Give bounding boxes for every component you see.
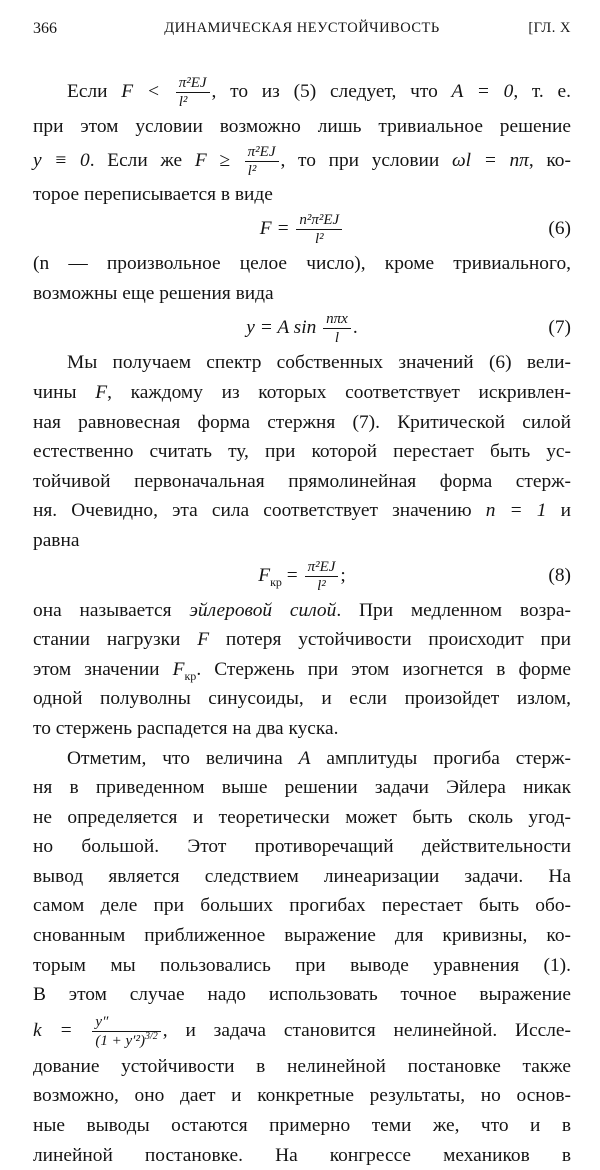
text-line: возможны еще решения вида xyxy=(33,282,274,304)
fraction: $\frac{\text{π²EJ}}{\text{l²}}$ xyxy=(176,75,210,110)
text-line: возможно, оно дает и конкретные результаты, но основ- xyxy=(33,1085,571,1107)
chapter-label: [ГЛ. X xyxy=(528,20,571,36)
text-line: самом деле при больших прогибах перестает быть обо- xyxy=(33,895,571,917)
text-line: y ≡ 0. Если же F ≥ $\frac{\text{π²EJ}}{\text{l²}}$ , то при условии ωl = nπ, ко- xyxy=(33,143,571,179)
text-line: (n — произвольное целое число), кроме тривиального, xyxy=(33,253,571,275)
text-line: Отметим, что величина A амплитуды прогиба стерж- xyxy=(67,747,571,769)
text-line: естественно считать ту, при которой перестает быть ус- xyxy=(33,441,571,463)
text-line: но большой. Этот противоречащий действительности xyxy=(33,836,571,858)
fraction: $\frac{\text{n²π²EJ}}{\text{l²}}$ xyxy=(296,212,342,247)
text-line: Мы получаем спектр собственных значений (6) вели- xyxy=(67,352,571,374)
inequality-lhs: F < xyxy=(121,81,160,102)
page-body xyxy=(33,72,571,1170)
equation-number: (6) xyxy=(548,218,571,240)
equation-number: (7) xyxy=(548,317,571,339)
text-line: ня в приведенном выше решении задачи Эйлера никак xyxy=(33,777,571,799)
text-line: снованным приближенное выражение для кривизны, ко- xyxy=(33,925,571,947)
text-line: линейной постановке. На конгрессе механиков в xyxy=(33,1144,571,1166)
text-line: при этом условии возможно лишь тривиальное решение xyxy=(33,116,571,137)
fraction: $\frac{\text{π²EJ}}{\text{l²}}$ xyxy=(305,559,339,594)
A-equals-zero: A = 0 xyxy=(451,81,514,102)
text-line: этом значении $F_{кр}$. Стержень при этом изогнется в форме xyxy=(33,658,571,683)
text-line: не определяется и теоретически может быть сколь угод- xyxy=(33,806,571,828)
equation-number: (8) xyxy=(548,564,571,586)
euler-force-term: эйлеровой силой xyxy=(189,599,337,621)
text-line: торое переписывается в виде xyxy=(33,183,273,205)
text-line: ные выводы остаются примерно теми же, что и в xyxy=(33,1115,571,1137)
equation-7: y = A sin $\frac{\text{nπx}}{l}$ . (7) xyxy=(33,308,571,348)
text-line: дование устойчивости в нелинейной постановке также xyxy=(33,1055,571,1077)
text-line: чины F, каждому из которых соответствует искривлен- xyxy=(33,381,571,403)
equation-8: $F_{кр}$ = $\frac{\text{π²EJ}}{\text{l²}}$ ; (8) xyxy=(33,556,571,596)
text-line: вывод является следствием линеаризации задачи. На xyxy=(33,865,571,887)
text-line: Если F < $\frac{\text{π²EJ}}{\text{l²}}$ , то из (5) следует, что A = 0, т. е. xyxy=(67,75,571,111)
text-line: равна xyxy=(33,529,80,551)
curvature-fraction: $\frac{y''}{(1 + y'^2)^{3/2}}$ xyxy=(92,1014,160,1049)
equation-6: F = $\frac{\text{n²π²EJ}}{\text{l²}}$ (6) xyxy=(33,209,571,249)
book-page xyxy=(33,20,571,1170)
text-line: стании нагрузки F потеря устойчивости происходит при xyxy=(33,629,571,651)
fraction: $\frac{\text{π²EJ}}{\text{l²}}$ xyxy=(245,144,279,179)
page-number: 366 xyxy=(33,20,57,37)
text-line: тойчивой первоначальная прямолинейная форма стерж- xyxy=(33,470,571,492)
running-header xyxy=(33,20,571,44)
text-line: ная равновесная форма стержня (7). Критической силой xyxy=(33,411,571,433)
text-line: ня. Очевидно, эта сила соответствует значению n = 1 и xyxy=(33,500,572,522)
text-line: В этом случае надо использовать точное выражение xyxy=(33,984,571,1006)
text-line: то стержень распадется на два куска. xyxy=(33,717,339,739)
text-line: она называется эйлеровой силой. При медленном возра- xyxy=(33,599,571,621)
text-line: торым мы пользовались при выводе уравнения (1). xyxy=(33,954,571,976)
text-line: одной полуволны синусоиды, и если произойдет излом, xyxy=(33,688,571,710)
text-line: k = $\frac{y''}{(1 + y'^2)^{3/2}}$ , и задача становится нелинейной. Иссле- xyxy=(33,1013,571,1049)
running-title: ДИНАМИЧЕСКАЯ НЕУСТОЙЧИВОСТЬ xyxy=(164,20,440,36)
fraction: $\frac{\text{nπx}}{l}$ xyxy=(323,311,351,346)
